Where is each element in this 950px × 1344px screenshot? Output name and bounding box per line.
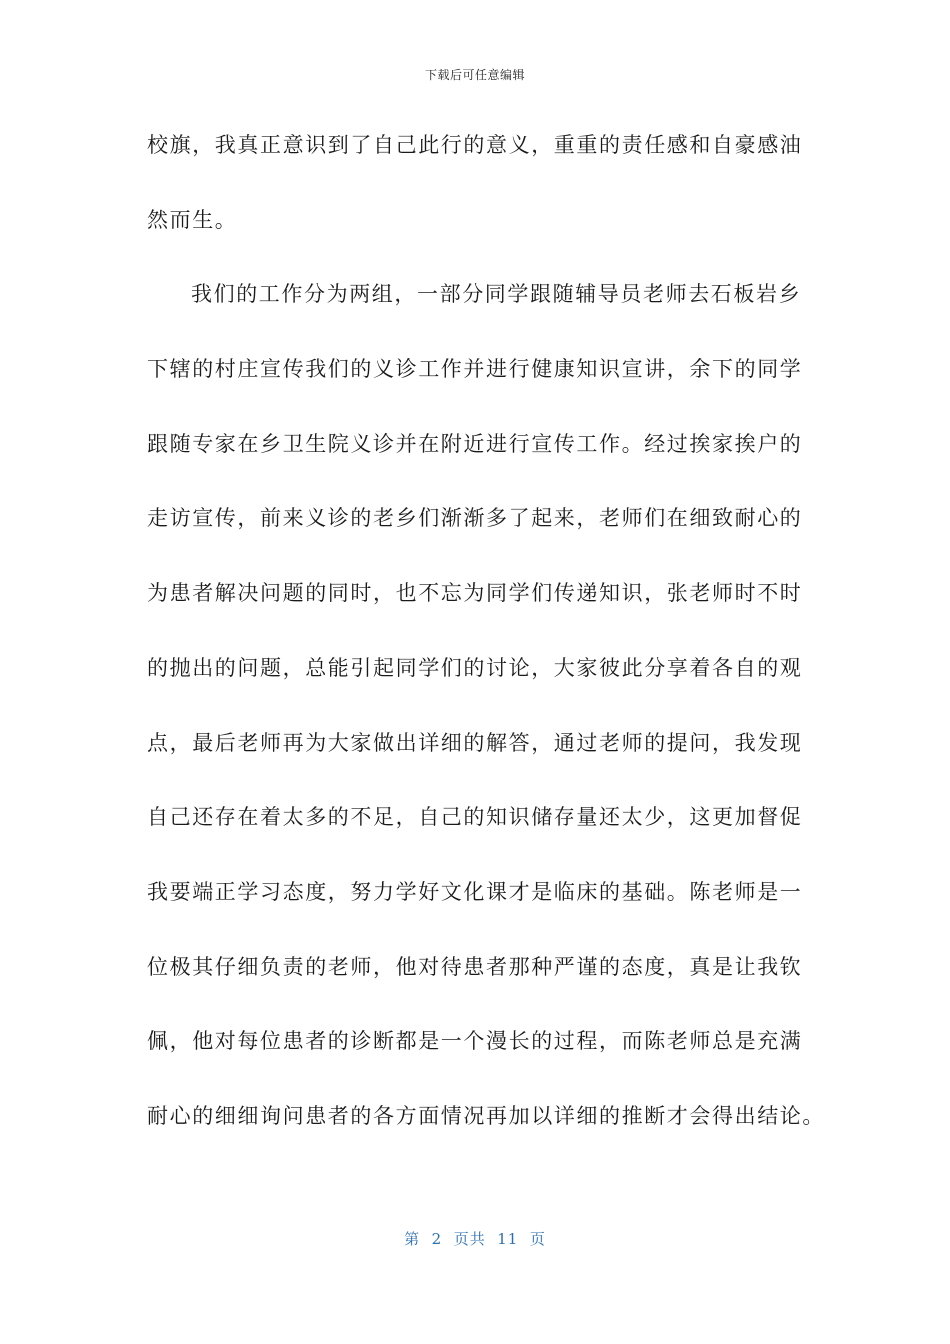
text-line: 佩，他对每位患者的诊断都是一个漫长的过程，而陈老师总是充满 [147, 1029, 803, 1054]
paragraph-first-line: 我们的工作分为两组，一部分同学跟随辅导员老师去石板岩乡 [191, 282, 802, 307]
text-line: 自己还存在着太多的不足，自己的知识储存量还太少，这更加督促 [147, 805, 803, 830]
text-line: 点，最后老师再为大家做出详细的解答，通过老师的提问，我发现 [147, 730, 803, 755]
header-note: 下载后可任意编辑 [424, 68, 525, 82]
text-line: 校旗，我真正意识到了自己此行的意义，重重的责任感和自豪感油 [147, 133, 803, 157]
page-number-footer: 第 2 页共 11 页 [404, 1230, 546, 1248]
text-line: 位极其仔细负责的老师，他对待患者那种严谨的态度，真是让我钦 [147, 954, 803, 979]
text-line: 耐心的细细询问患者的各方面情况再加以详细的推断才会得出结论。 [147, 1103, 825, 1128]
text-line: 下辖的村庄宣传我们的义诊工作并进行健康知识宣讲，余下的同学 [147, 357, 803, 382]
text-line: 我要端正学习态度，努力学好文化课才是临床的基础。陈老师是一 [147, 879, 803, 904]
text-line: 然而生。 [147, 207, 238, 232]
text-line: 的抛出的问题，总能引起同学们的讨论，大家彼此分享着各自的观 [147, 655, 803, 680]
text-line: 跟随专家在乡卫生院义诊并在附近进行宣传工作。经过挨家挨户的 [147, 431, 803, 456]
text-line: 为患者解决问题的同时，也不忘为同学们传递知识，张老师时不时 [147, 581, 803, 606]
text-line: 走访宣传，前来义诊的老乡们渐渐多了起来，老师们在细致耐心的 [147, 506, 803, 531]
body-text [147, 120, 825, 1166]
